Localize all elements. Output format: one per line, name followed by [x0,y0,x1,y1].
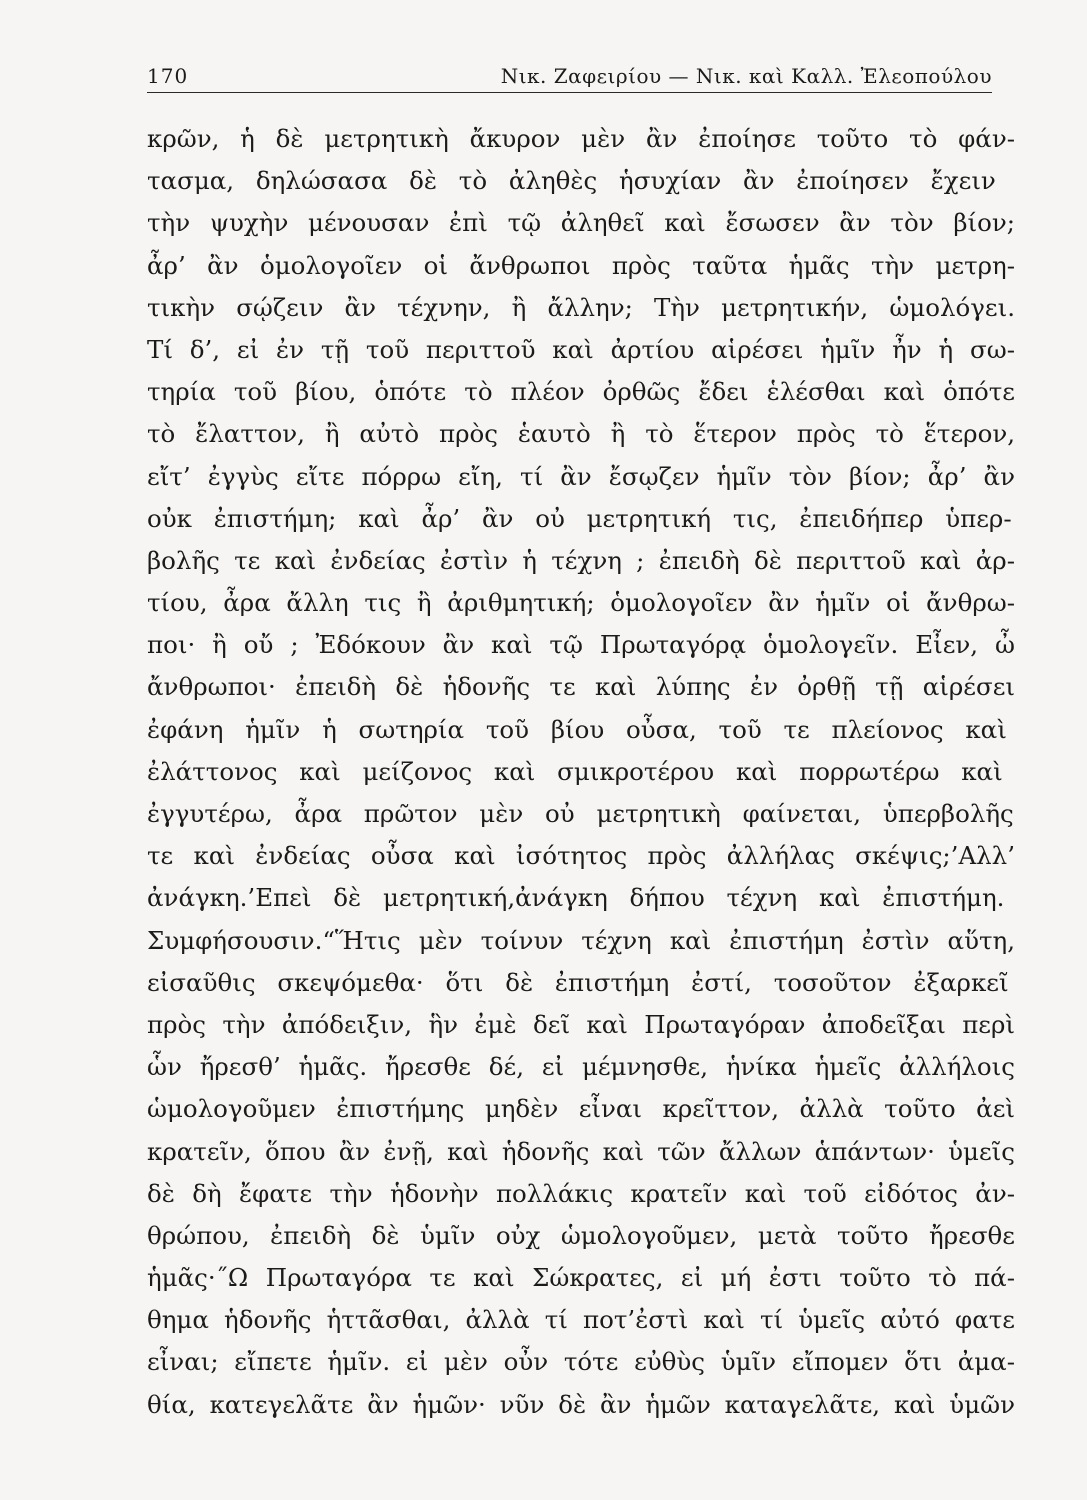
text-line: εἶναι; εἴπετε ἡμῖν. εἰ μὲν οὖν τότε εὐθὺς ὑμῖν εἴπομεν ὅτι ἀμα- [147,1347,1015,1377]
text-line: τὸ ἔλαττον, ἢ αὐτὸ πρὸς ἑαυτὸ ἢ τὸ ἕτερον πρὸς τὸ ἕτερον, [147,419,1015,449]
text-line: Τί δ’, εἰ ἐν τῇ τοῦ περιττοῦ καὶ ἀρτίου αἱρέσει ἡμῖν ἦν ἡ σω- [147,334,1015,364]
text-line: κρῶν, ἡ δὲ μετρητικὴ ἄκυρον μὲν ἂν ἐποίησε τοῦτο τὸ φάν- [147,124,1015,153]
text-line: οὐκ ἐπιστήμη; καὶ ἆρ’ ἂν οὐ μετρητική τις, ἐπειδήπερ ὑπερ- [147,503,1012,533]
text-line: τὴν ψυχὴν μένουσαν ἐπὶ τῷ ἀληθεῖ καὶ ἔσωσεν ἂν τὸν βίον; [147,208,1015,238]
text-line: θρώπου, ἐπειδὴ δὲ ὑμῖν οὐχ ὡμολογοῦμεν, μετὰ τοῦτο ἤρεσθε [147,1220,1015,1250]
text-line: ὡμολογοῦμεν ἐπιστήμης μηδὲν εἶναι κρεῖττον, ἀλλὰ τοῦτο ἀεὶ [147,1094,1015,1124]
text-line: ὧν ἤρεσθ’ ἡμᾶς. ἤρεσθε δέ, εἰ μέμνησθε, ἡνίκα ἡμεῖς ἀλλήλοις [147,1052,1015,1082]
text-line: Συμφήσουσιν.“Ἥτις μὲν τοίνυν τέχνη καὶ ἐπιστήμη ἐστὶν αὕτη, [147,925,1015,955]
text-line: εἰσαῦθις σκεψόμεθα· ὅτι δὲ ἐπιστήμη ἐστί, τοσοῦτον ἐξαρκεῖ [147,967,1009,997]
text-line: ἐλάττονος καὶ μείζονος καὶ σμικροτέρου καὶ πορρωτέρω καὶ [147,756,1003,786]
text-line: θία, κατεγελᾶτε ἂν ἡμῶν· νῦν δὲ ἂν ἡμῶν καταγελᾶτε, καὶ ὑμῶν [147,1389,1015,1419]
text-line: τίου, ἆρα ἄλλη τις ἢ ἀριθμητική; ὁμολογοῖεν ἂν ἡμῖν οἱ ἄνθρω- [147,588,1015,618]
text-line: τικὴν σῴζειν ἂν τέχνην, ἢ ἄλλην; Τὴν μετρητικήν, ὡμολόγει. [147,292,1015,322]
text-line: τηρία τοῦ βίου, ὁπότε τὸ πλέον ὀρθῶς ἔδει ἑλέσθαι καὶ ὁπότε [147,377,1015,407]
text-line: βολῆς τε καὶ ἐνδείας ἐστὶν ἡ τέχνη ; ἐπειδὴ δὲ περιττοῦ καὶ ἀρ- [147,545,1015,575]
text-line: δὲ δὴ ἔφατε τὴν ἡδονὴν πολλάκις κρατεῖν καὶ τοῦ εἰδότος ἀν- [147,1178,1015,1208]
text-line: εἴτ’ ἐγγὺς εἴτε πόρρω εἴη, τί ἂν ἔσῳζεν ἡμῖν τὸν βίον; ἆρ’ ἂν [147,461,1015,491]
text-line: ἐφάνη ἡμῖν ἡ σωτηρία τοῦ βίου οὖσα, τοῦ τε πλείονος καὶ [147,714,1007,744]
text-line: ἡμᾶς·˝Ω Πρωταγόρα τε καὶ Σώκρατες, εἰ μή ἐστι τοῦτο τὸ πά- [147,1263,1015,1293]
text-line: πρὸς τὴν ἀπόδειξιν, ἣν ἐμὲ δεῖ καὶ Πρωταγόραν ἀποδεῖξαι περὶ [147,1009,1015,1039]
text-line: ἀνάγκη.’Επεὶ δὲ μετρητική,ἀνάγκη δήπου τέχνη καὶ ἐπιστήμη. [147,883,1005,913]
text-line: ἄνθρωποι· ἐπειδὴ δὲ ἡδονῆς τε καὶ λύπης ἐν ὀρθῇ τῇ αἱρέσει [147,672,1015,702]
text-line: θημα ἡδονῆς ἡττᾶσθαι, ἀλλὰ τί ποτ’ἐστὶ καὶ τί ὑμεῖς αὐτό φατε [147,1305,1015,1335]
text-line: ποι· ἢ οὔ ; Ἐδόκουν ἂν καὶ τῷ Πρωταγόρᾳ ὁμολογεῖν. Εἶεν, ὦ [147,630,1015,660]
body-text [147,118,1015,1426]
text-line: ἆρ’ ἂν ὁμολογοῖεν οἱ ἄνθρωποι πρὸς ταῦτα ἡμᾶς τὴν μετρη- [147,250,1015,280]
text-line: ἐγγυτέρω, ἆρα πρῶτον μὲν οὐ μετρητικὴ φαίνεται, ὑπερβολῆς [147,799,1014,828]
text-line: κρατεῖν, ὅπου ἂν ἐνῇ, καὶ ἡδονῆς καὶ τῶν ἄλλων ἁπάντων· ὑμεῖς [147,1136,1015,1166]
text-line: τε καὶ ἐνδείας οὖσα καὶ ἰσότητος πρὸς ἀλλήλας σκέψις;’Αλλ’ [147,841,1015,871]
text-line: τασμα, δηλώσασα δὲ τὸ ἀληθὲς ἡσυχίαν ἂν ἐποίησεν ἔχειν [147,166,996,196]
running-head [147,62,992,93]
page-number: 170 [147,64,189,88]
running-title: Νικ. Ζαφειρίου — Νικ. καὶ Καλλ. Ἐλεοπούλου [500,64,992,88]
